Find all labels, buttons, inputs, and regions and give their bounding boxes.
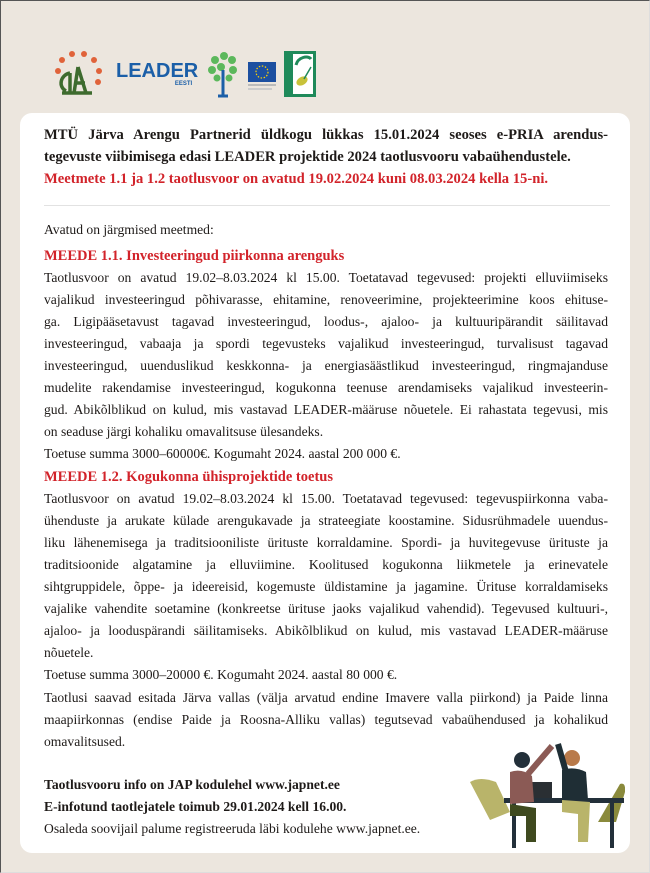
tree-logo-icon	[206, 50, 240, 98]
text-line: Taotlusvoor on avatud 19.02–8.03.2024 kl 15.00. Toetatavad tegevused: projekti elluviimiseks	[44, 270, 608, 285]
info-block	[44, 774, 464, 840]
divider	[44, 205, 610, 206]
measure-1-1	[44, 245, 608, 465]
info-register: Osaleda soovijail palume registreeruda läbi kodulehe www.japnet.ee.	[44, 821, 421, 836]
measure-title: MEEDE 1.2. Kogukonna ühisprojektide toetus	[44, 469, 333, 485]
measure-title: MEEDE 1.1. Investeeringud piirkonna arenguks	[44, 248, 345, 264]
text-line: Taotlusi saavad esitada Järva vallas (välja arvatud endine Imavere valla piirkond) ja Paide linna	[44, 690, 608, 705]
text-line: maapiirkonnas (endise Paide ja Roosna-Alliku vallas) tegutsevad vabaühendused ja kohalikud	[44, 712, 608, 727]
header-line: MTÜ Järva Arengu Partnerid üldkogu lükkas 15.01.2024 seoses e-PRIA arendus-	[44, 127, 608, 143]
text-line: traditsioonide algatamine ja elluviimine. Koolitused kogukonna liikmetele ja erinevatele	[44, 557, 608, 572]
text-line: Taotlusvoor on avatud 19.02–8.03.2024 kl 15.00. Toetatavad tegevused: tegevuspiirkonna vaba-	[44, 491, 608, 506]
info-session-text: E-infotund taotlejatele toimub 29.01.2024 kell 16.00.	[44, 799, 347, 814]
text-line: vajalikud investeeringud põhivarasse, ehitamine, renoveerimine, projekteerimine koos ehituse-	[44, 292, 608, 307]
text-line: investeeringud, vabaaja ja spordi tegevusteks vajalikud investeeringud, turvalisust tagavad	[44, 336, 608, 351]
measure-amount: Toetuse summa 3000–20000 €. Kogumaht 2024. aastal 80 000 €.	[44, 667, 398, 682]
text-line: vajalike vahendite soetamine (konkreetse ürituse jaoks vajalikud vahendid). Tegevused kultuuri-,	[44, 601, 608, 616]
leader-estonia-logo	[116, 61, 198, 87]
text-line: omavalitsused.	[44, 734, 126, 749]
eesti-wordmark: EESTI	[174, 81, 193, 87]
intro: Avatud on järgmised meetmed:	[44, 222, 214, 237]
eu-flag-icon	[248, 62, 276, 82]
high-five-illustration	[470, 742, 625, 850]
leader-eu-logo-icon	[284, 51, 316, 97]
header-text	[44, 122, 608, 192]
measure-amount: Toetuse summa 3000–60000€. Kogumaht 2024. aastal 200 000 €.	[44, 446, 401, 461]
text-line: liku lähenemisega ja traditsiooniliste ürituste korraldamine. Spordi- ja huvitegevuse ürituste ja	[44, 535, 608, 550]
logo-bar	[48, 46, 316, 102]
info-website-text: Taotlusvooru info on JAP kodulehel www.japnet.ee	[44, 777, 340, 792]
text-line: gud. Abikõlblikud on kulud, mis vastavad LEADER-määruse nõuetele. Ei rahastata tegevusi, mis	[44, 402, 608, 417]
header-line: tegevuste viibimisega edasi LEADER projektide 2024 taotlusvooru vabaühendustele.	[44, 149, 571, 165]
info-session	[44, 796, 464, 818]
jap-logo-icon	[48, 49, 108, 99]
leader-wordmark: LEADER	[116, 60, 199, 82]
text-line: on seaduse järgi kohaliku omavalitsuse ülesandeks.	[44, 424, 324, 439]
text-line: investeeringud, uuenduslikud keskkonna- ja energiasäästlikud investeeringud, ringmajanduse	[44, 358, 608, 373]
text-line: nõuetele.	[44, 645, 94, 660]
info-website	[44, 774, 464, 796]
measure-body	[44, 488, 608, 664]
measure-1-2	[44, 466, 608, 686]
text-line: sihtgruppidele, õppe- ja ideereisid, kogemuste üldistamine ja jagamine. Ürituse korraldamiseks	[44, 579, 608, 594]
eu-flag-logo	[248, 62, 276, 90]
measure-body	[44, 267, 608, 443]
text-line: ga. Ligipääsetavust tagavad investeeringud, loodus-, ajaloo- ja kultuuripärandit säilitavad	[44, 314, 608, 329]
header-highlight: Meetmete 1.1 ja 1.2 taotlusvoor on avatud 19.02.2024 kuni 08.03.2024 kella 15-ni.	[44, 171, 549, 187]
text-line: mudelite rakendamise investeeringud, kogukonna teenuse arendamiseks vajalikud investeerin-	[44, 380, 608, 395]
text-line: ajaloo- ja looduspärandi säilitamiseks. Abikõlblikud on kulud, mis vastavad LEADER-määruse	[44, 623, 608, 638]
text-line: ühenduste ja arukate külade arengukavade ja strateegiate koostamine. Sidusrühmadele uuendus-	[44, 513, 608, 528]
